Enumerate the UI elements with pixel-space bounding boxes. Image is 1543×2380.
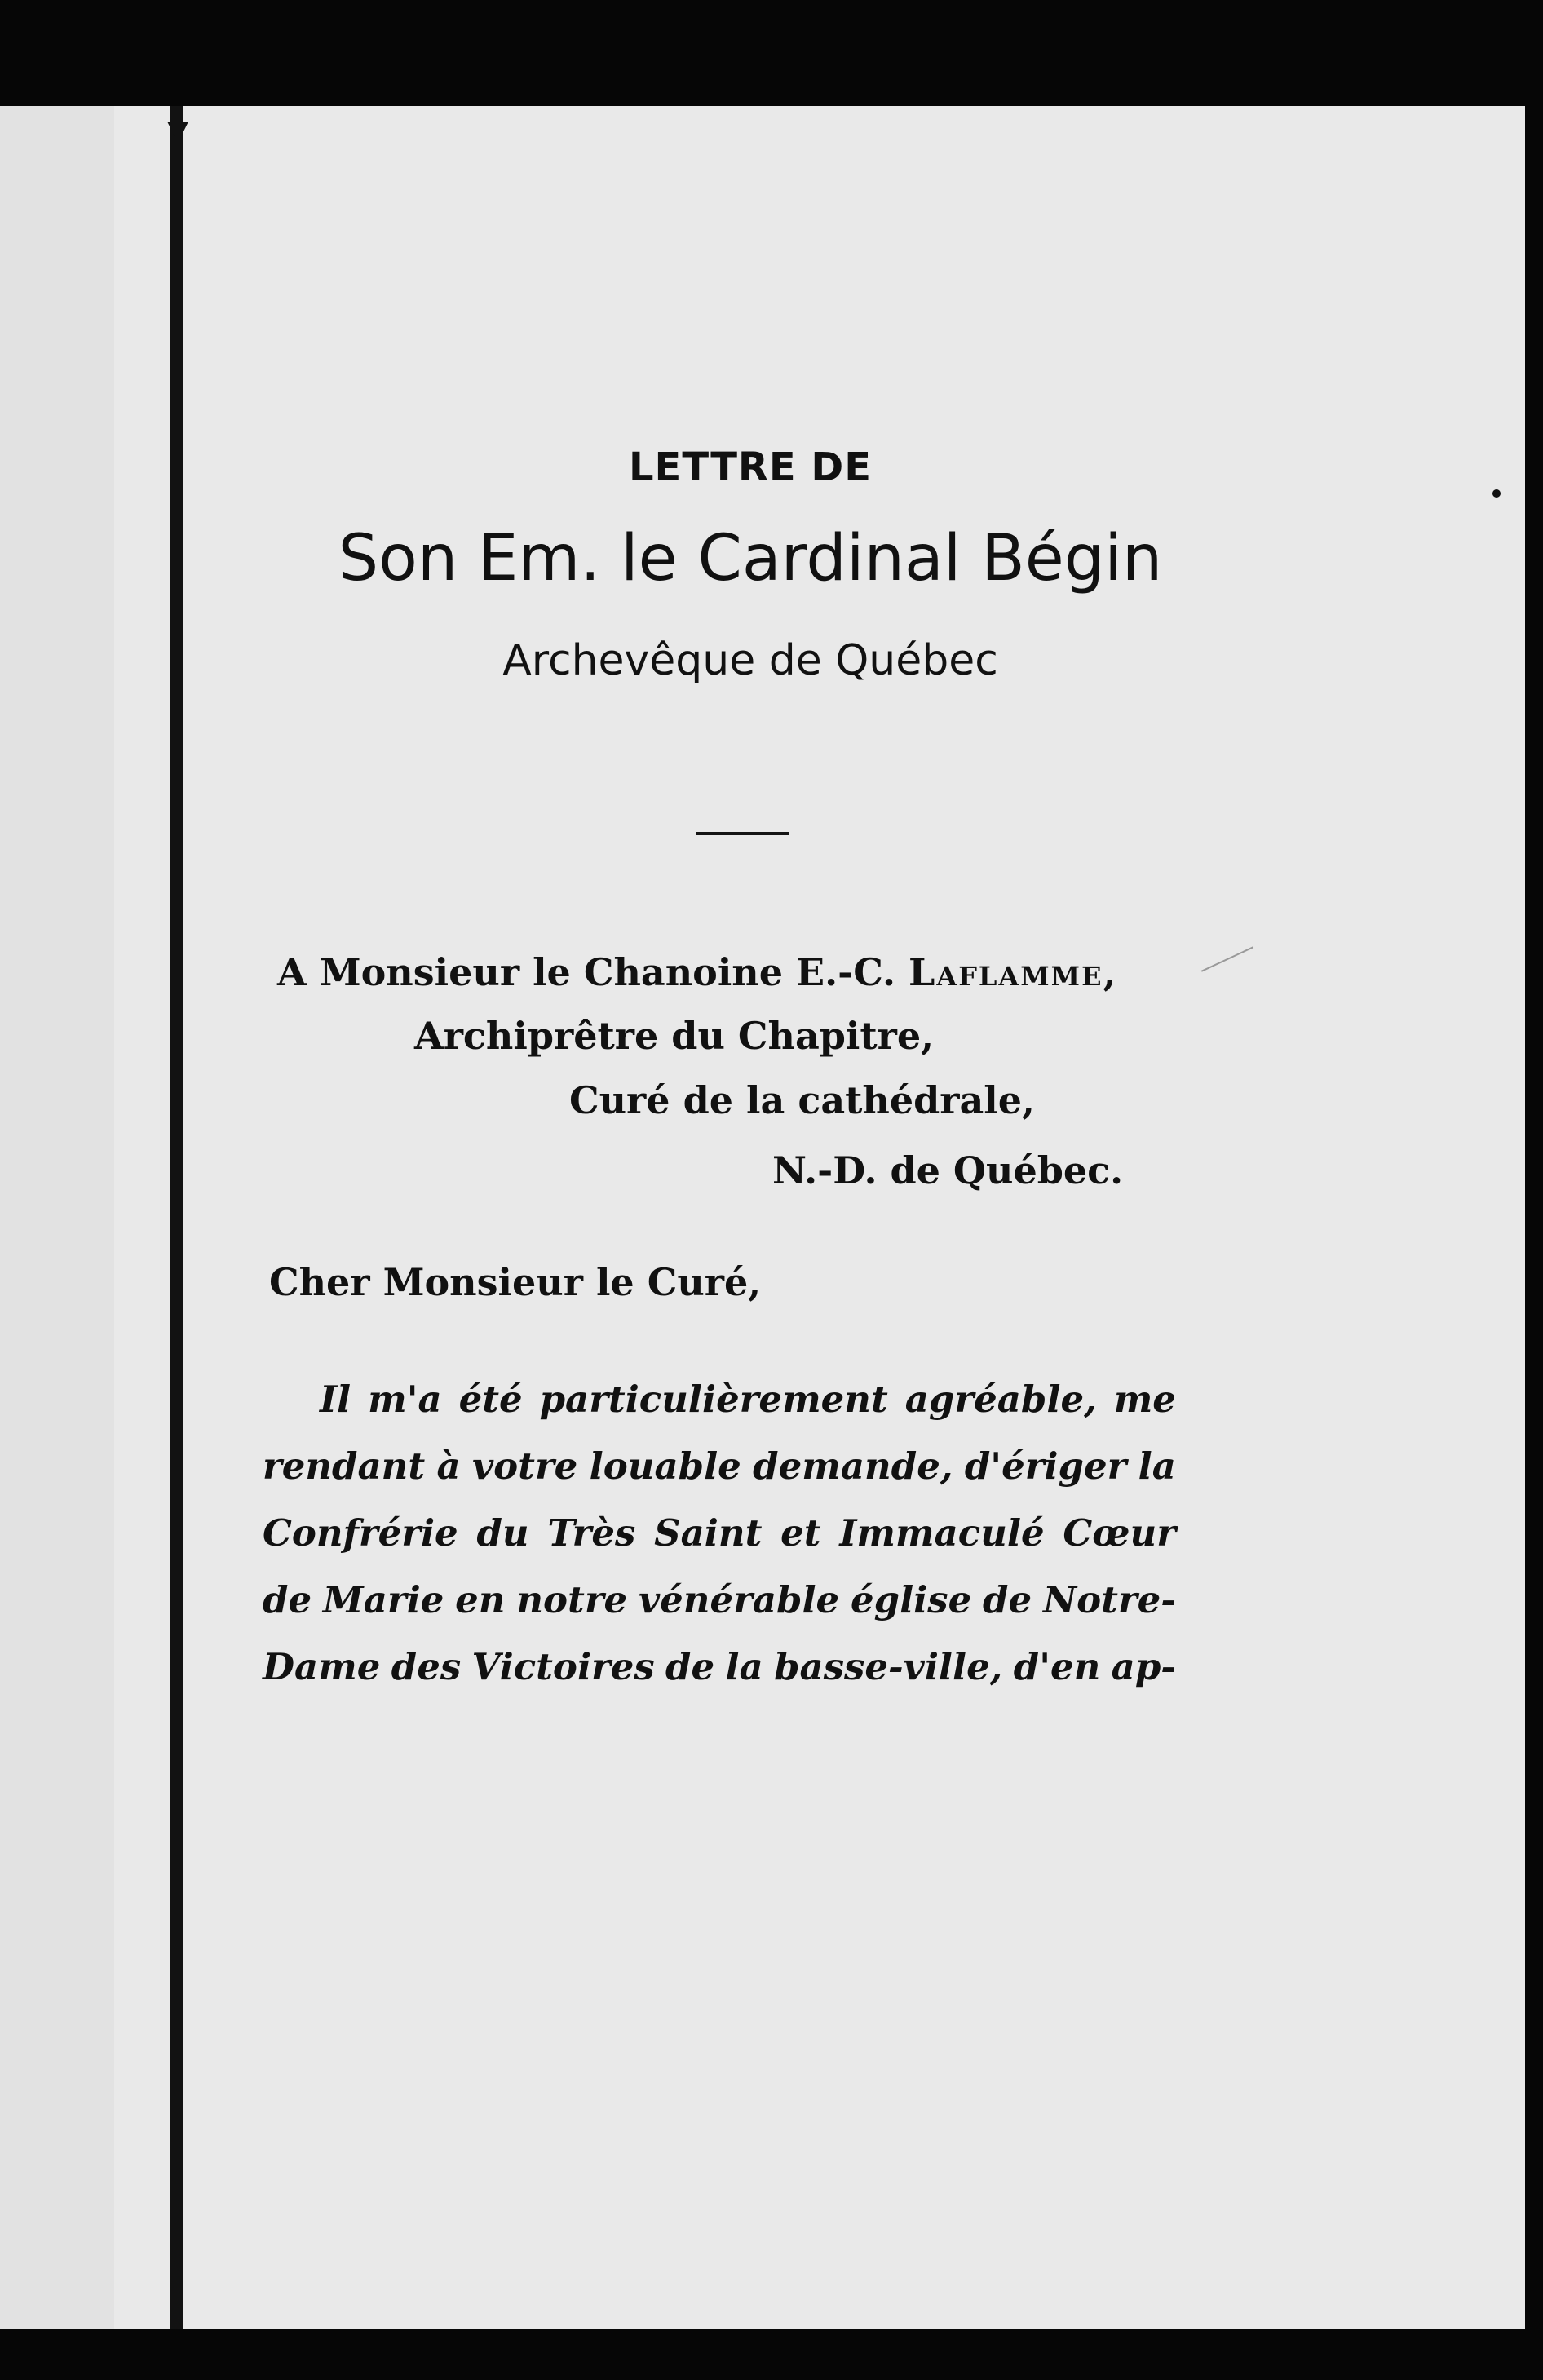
address-line-4: N.-D. de Québec. [772,1148,1124,1192]
section-divider [696,832,789,835]
body-word: de [263,1578,312,1621]
body-word: particulièrement [539,1378,888,1421]
body-line [263,1500,1176,1567]
body-line [263,1433,1176,1500]
body-word: Marie [322,1578,444,1621]
address-line-1 [277,950,1118,994]
letter-heading-author: Son Em. le Cardinal Bégin [338,522,1163,595]
address-recipient-prefix: A Monsieur le Chanoine E.-C. [277,950,896,994]
body-word: d'ériger [964,1444,1127,1488]
body-word: des [391,1645,462,1688]
body-word: rendant [263,1444,426,1488]
spine-tip-mark: ▼ [167,114,189,147]
address-line-3: Curé de la cathédrale, [569,1078,1036,1122]
body-word: Notre- [1042,1578,1176,1621]
body-word: Très [547,1511,636,1555]
body-word: ap- [1111,1645,1176,1688]
body-word: Confrérie [263,1511,458,1555]
letter-body [263,1366,1176,1701]
body-line [263,1634,1176,1701]
body-word: votre [472,1444,578,1488]
body-word: de [983,1578,1032,1621]
body-line [263,1366,1176,1433]
body-line [263,1567,1176,1634]
body-word: basse-ville, [774,1645,1003,1688]
body-word: été [458,1378,523,1421]
address-recipient-name: Laflamme, [909,950,1118,994]
letter-heading-title: Archevêque de Québec [502,636,998,685]
ink-speck [1492,489,1501,498]
body-word: Victoires [471,1645,655,1688]
body-word: notre [516,1578,628,1621]
body-word: et [780,1511,821,1555]
body-word: d'en [1013,1645,1101,1688]
body-word: Immaculé [839,1511,1045,1555]
page-sheet [0,106,1525,2329]
body-word: Il [320,1378,351,1421]
body-word: à [436,1444,461,1488]
body-word: la [725,1645,763,1688]
body-word: me [1113,1378,1176,1421]
body-word: demande, [753,1444,953,1488]
body-word: vénérable [638,1578,840,1621]
body-word: m'a [368,1378,442,1421]
body-word: église [850,1578,972,1621]
body-word: en [455,1578,506,1621]
body-word: Cœur [1063,1511,1176,1555]
scan-scratch [1201,946,1253,971]
salutation: Cher Monsieur le Curé, [269,1260,762,1304]
page-edge-shadow [0,106,114,2329]
body-word: agréable, [904,1378,1097,1421]
body-word: la [1138,1444,1176,1488]
body-word: Saint [654,1511,763,1555]
binding-spine-line [170,106,183,2329]
address-line-2: Archiprêtre du Chapitre, [414,1014,935,1058]
body-word: du [476,1511,529,1555]
letter-heading-label: LETTRE DE [628,445,873,490]
body-word: louable [589,1444,741,1488]
body-word: de [665,1645,715,1688]
body-word: Dame [263,1645,381,1688]
